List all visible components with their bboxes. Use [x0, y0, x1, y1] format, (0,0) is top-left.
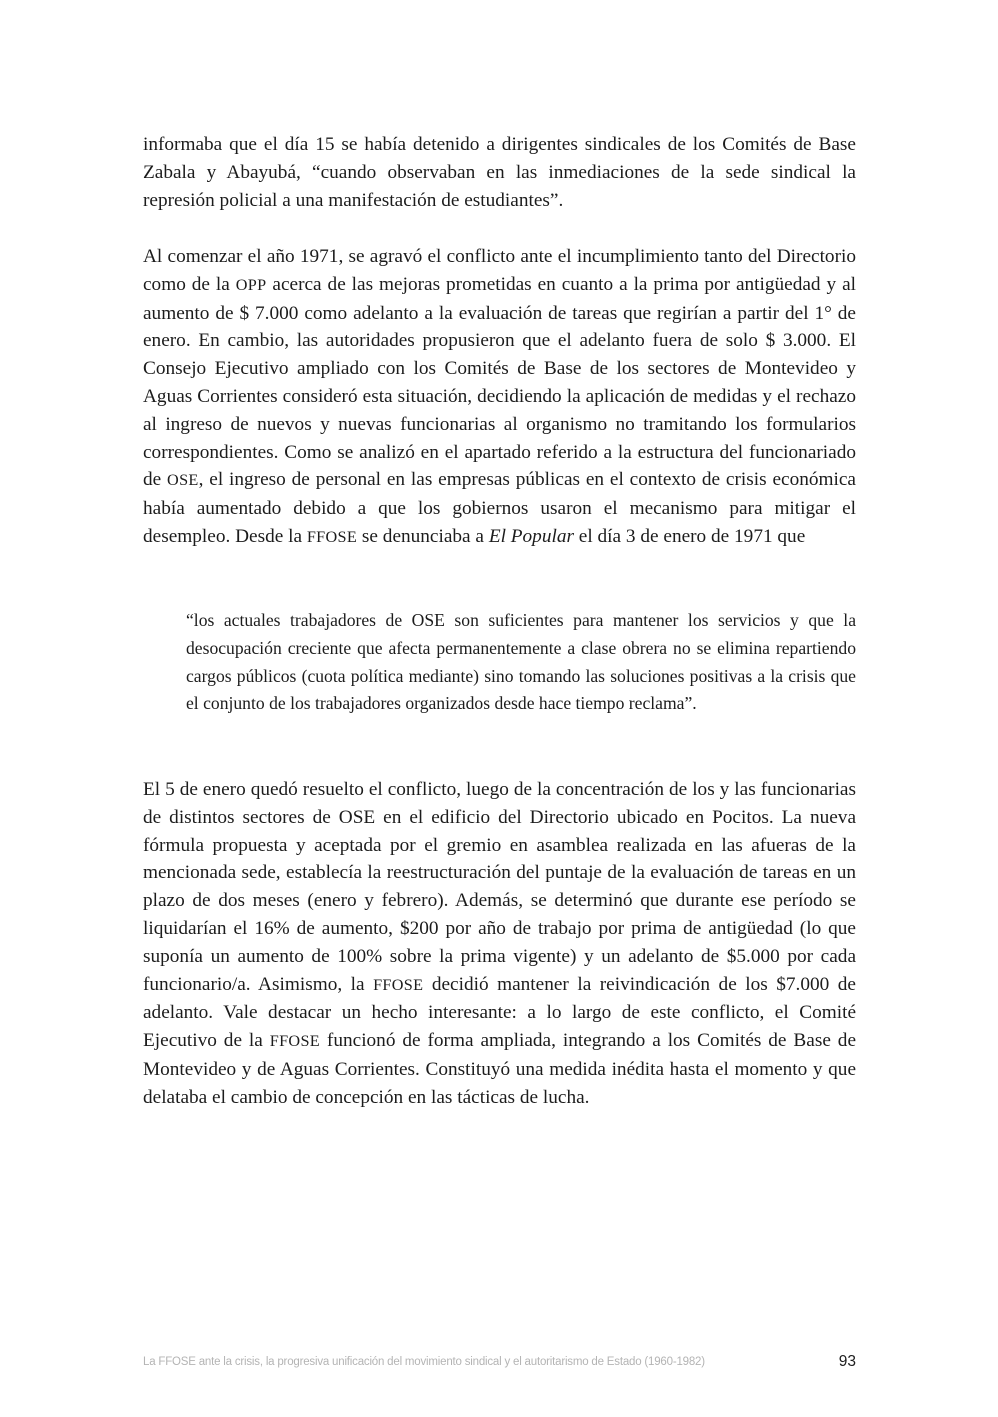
page-number: 93	[838, 1353, 856, 1370]
acronym: FFOSE	[269, 1032, 321, 1051]
body-paragraph	[143, 243, 856, 552]
block-quote	[186, 607, 856, 718]
paragraph-text: acerca de las mejoras prometidas en cuanto a la prima por antigüedad y al aumento de $ 7.000 como adelanto a la evaluación de tareas que regirían a partir del 1° de enero. En cambio, las autoridades propusieron que el adelanto fuera de solo $ 3.000. El Consejo Ejecutivo ampliado con los Comités de Base de los sectores de Montevideo y Aguas Corrientes consideró esta situación, decidiendo la aplicación de medidas y el rechazo al ingreso de nuevos y nuevas funcionarias al organismo no tramitando los formularios correspondientes. Como se analizó en el apartado referido a la estructura del funcionariado de	[143, 273, 856, 491]
acronym: OSE	[167, 471, 199, 490]
acronym: FFOSE	[373, 975, 424, 994]
body-paragraph	[143, 776, 856, 1112]
paragraph-text: Al comenzar el año 1971, se agravó el conflicto ante el incumplimiento tanto del Directorio como de la	[143, 246, 856, 295]
paragraph-text: , el ingreso de personal en las empresas públicas en el contexto de crisis económica había aumentado debido a que los gobiernos usaron el mecanismo para mitigar el desempleo. Desde la	[143, 469, 856, 547]
paragraph-text: El 5 de enero quedó resuelto el conflicto, luego de la concentración de los y las funcionarias de distintos sectores de OSE en el edificio del Directorio ubicado en Pocitos. La nueva fórmula propuesta y aceptada por el gremio en asamblea realizada en las afueras de la mencionada sede, establecía la reestructuración del puntaje de la evaluación de tareas en un plazo de dos meses (enero y febrero). Además, se determinó que durante ese período se liquidarían el 16% de aumento, $200 por año de trabajo por prima de antigüedad (lo que suponía un aumento de 100% sobre la prima vigente) y un adelanto de $5.000 por cada funcionario/a. Asimismo, la	[143, 779, 856, 995]
paragraph-text: informaba que el día 15 se había detenido a dirigentes sindicales de los Comités de Base Zabala y Abayubá, “cuando observaban en las inmediaciones de la sede sindical la represión policial a una manifestación de estudiantes”.	[143, 134, 856, 211]
paragraph-text: decidió mantener la reivindicación de los $7.000 de adelanto. Vale destacar un hecho interesante: a lo largo de este conflicto, el Comité Ejecutivo de la	[143, 973, 856, 1052]
running-footer-title: La FFOSE ante la crisis, la progresiva unificación del movimiento sindical y el autoritarismo de Estado (1960-1982)	[143, 1356, 705, 1368]
paragraph-text: funcionó de forma ampliada, integrando a los Comités de Base de Montevideo y de Aguas Corrientes. Constituyó una medida inédita hasta el momento y que delataba el cambio de concepción en las tácticas de lucha.	[143, 1030, 856, 1108]
newspaper-title: El Popular	[488, 525, 574, 547]
acronym: FFOSE	[306, 527, 358, 546]
acronym: OPP	[235, 275, 267, 294]
paragraph-text: se denunciaba a	[357, 525, 489, 547]
paragraph-text: el día 3 de enero de 1971 que	[573, 525, 806, 547]
body-paragraph	[143, 131, 856, 214]
quote-text: “los actuales trabajadores de OSE son suficientes para mantener los servicios y que la desocupación creciente que afecta permanentemente a clase obrera no se elimina repartiendo cargos públicos (cuota política mediante) sino tomando las soluciones positivas a la crisis que el conjunto de los trabajadores organizados desde hace tiempo reclama”.	[186, 610, 856, 714]
